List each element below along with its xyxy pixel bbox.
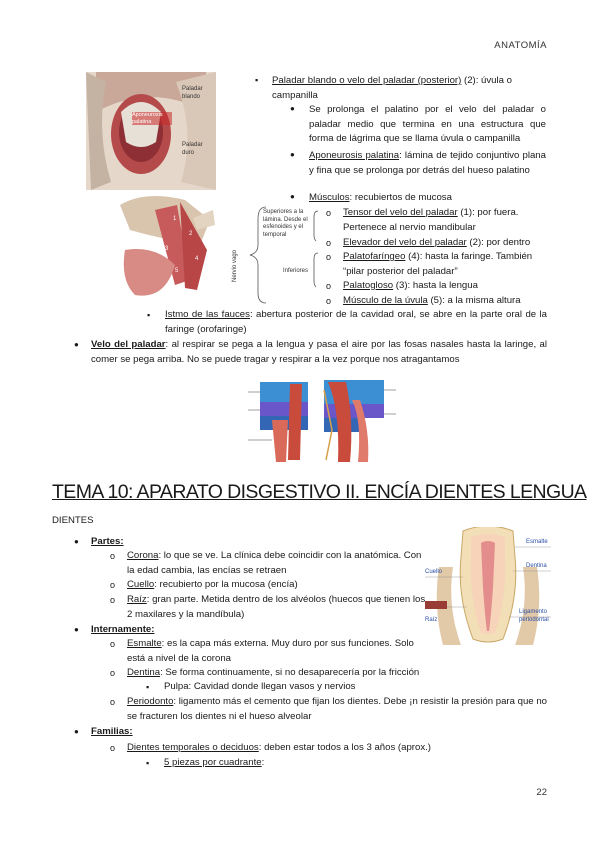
piezas-item bbox=[164, 756, 264, 771]
aponeurosis-text: : lámina de tejido conjuntivo plana y fina que se prolonga por detrás del hueso palatino bbox=[309, 150, 546, 176]
tooth-label-cuello: Cuello bbox=[425, 569, 443, 575]
periodonto-item bbox=[127, 695, 547, 724]
raiz-label: Raíz bbox=[127, 594, 147, 605]
bullet-circle-icon: o bbox=[110, 697, 116, 707]
palate-figure bbox=[86, 72, 216, 190]
piezas-label: 5 piezas por cuadrante bbox=[164, 757, 262, 768]
svg-text:2: 2 bbox=[189, 231, 193, 237]
muscle-item-2 bbox=[343, 236, 547, 251]
dentina-label: Dentina bbox=[127, 667, 161, 678]
muscle-5-label: Músculo de la úvula bbox=[343, 295, 428, 306]
bullet-dot-icon: ● bbox=[74, 625, 79, 634]
svg-text:5: 5 bbox=[175, 268, 179, 274]
tooth-figure bbox=[423, 527, 553, 649]
temporales-label: Dientes temporales o deciduos bbox=[127, 742, 259, 753]
bullet-circle-icon: o bbox=[326, 252, 332, 262]
isthmus-text: : abertura posterior de la cavidad oral, se abre en la parte oral de la faringe (orofaringe) bbox=[165, 309, 548, 335]
bullet-dot-icon: ● bbox=[74, 537, 79, 546]
velo-text: : al respirar se pega a la lengua y pasa el aire por las fosas nasales hasta la laringe, al comer se pega arriba. No se puede tragar y respirar a la vez porque nos atragantamos bbox=[91, 339, 547, 365]
esmalte-text: : es la capa más externa. Muy duro por sus funciones. Solo está a nivel de la corona bbox=[127, 638, 414, 664]
bullet-square-icon: ▪ bbox=[255, 75, 259, 85]
raiz-text: : gran parte. Metida dentro de los alvéolos (huecos que tienen los 2 maxilares y la mandíbula) bbox=[127, 594, 426, 620]
soft-palate-paragraph bbox=[272, 74, 548, 103]
pulpa-item: Pulpa: Cavidad donde llegan vasos y nervios bbox=[164, 681, 356, 692]
velo-label: Velo del paladar bbox=[91, 339, 166, 350]
muscle-1-label: Tensor del velo del paladar bbox=[343, 207, 458, 218]
muscle-item-5 bbox=[343, 294, 547, 309]
dentina-text: : Se forma continuamente, si no desaparecería por la fricción bbox=[160, 667, 420, 678]
soft-palate-rest-2: campanilla bbox=[272, 89, 318, 101]
aponeurosis-label: Aponeurosis palatina bbox=[309, 150, 400, 161]
brace-lines bbox=[244, 205, 324, 305]
raiz-item bbox=[127, 593, 427, 622]
piezas-text: : bbox=[261, 757, 265, 768]
dientes-heading: DIENTES bbox=[52, 515, 94, 526]
tema-title: TEMA 10: APARATO DISGESTIVO II. ENCÍA DIENTES LENGUA bbox=[52, 481, 587, 503]
tooth-label-raiz: Raíz bbox=[425, 617, 438, 623]
bullet-dot-icon: ● bbox=[74, 727, 79, 736]
familias-label: Familias: bbox=[91, 726, 133, 737]
pharynx-sections-figure bbox=[228, 370, 398, 468]
internamente-label: Internamente: bbox=[91, 624, 155, 635]
palate-figure-side-label-2: Paladar duro bbox=[182, 142, 203, 156]
tooth-label-esmalte: Esmalte bbox=[526, 539, 548, 545]
muscle-item-1 bbox=[343, 206, 547, 235]
bullet-dot-icon: ● bbox=[290, 150, 295, 159]
tooth-label-ligamento: Ligamento periodontal bbox=[519, 609, 549, 623]
bullet-square-icon: ▪ bbox=[147, 310, 151, 320]
bullet-circle-icon: o bbox=[110, 595, 116, 605]
cuello-text: : recubierto por la mucosa (encía) bbox=[154, 579, 298, 590]
svg-text:4: 4 bbox=[195, 256, 199, 262]
soft-palate-title: Paladar blando o velo del paladar (posterior) bbox=[272, 75, 462, 86]
bullet-circle-icon: o bbox=[326, 238, 332, 248]
musculos-text: : recubiertos de mucosa bbox=[349, 192, 452, 203]
page-number: 22 bbox=[536, 787, 547, 798]
muscle-3-text: (4): hasta la faringe. También bbox=[405, 251, 533, 262]
soft-palate-rest-1: (2): úvula o bbox=[461, 75, 512, 86]
periodonto-label: Periodonto bbox=[127, 696, 174, 707]
periodonto-text: : ligamento más el cemento que fijan los dientes. Debe ¡n resistir la presión para que no se fracturen los dientes ni el hueso alveolar bbox=[127, 696, 547, 722]
palate-figure-side-label-1: Paladar blando bbox=[182, 86, 203, 100]
bullet-circle-icon: o bbox=[326, 208, 332, 218]
muscle-5-text: (5): a la misma altura bbox=[427, 295, 521, 306]
velo-paragraph bbox=[91, 338, 547, 367]
musculos-label: Músculos bbox=[309, 192, 350, 203]
muscle-2-label: Elevador del velo del paladar bbox=[343, 237, 467, 248]
muscle-item-4 bbox=[343, 279, 547, 294]
palate-muscles-figure bbox=[115, 190, 217, 302]
bullet-circle-icon: o bbox=[110, 551, 116, 561]
muscle-3-text-2: “pilar posterior del paladar” bbox=[343, 265, 458, 277]
muscle-2-text: (2): por dentro bbox=[466, 237, 531, 248]
svg-text:1: 1 bbox=[173, 216, 177, 222]
bullet-circle-icon: o bbox=[326, 281, 332, 291]
corona-item bbox=[127, 549, 427, 578]
bullet-circle-icon: o bbox=[110, 668, 116, 678]
bullet-dot-icon: ● bbox=[74, 340, 79, 349]
bullet-square-icon: ▪ bbox=[146, 758, 150, 768]
muscle-4-label: Palatogloso bbox=[343, 280, 394, 291]
partes-label: Partes: bbox=[91, 536, 124, 547]
bullet-square-icon: ▪ bbox=[146, 682, 150, 692]
aponeurosis-paragraph bbox=[309, 149, 546, 178]
temporales-item bbox=[127, 741, 547, 756]
bullet-dot-icon: ● bbox=[290, 192, 295, 201]
svg-text:3: 3 bbox=[165, 246, 169, 252]
esmalte-label: Esmalte bbox=[127, 638, 162, 649]
muscle-item-3 bbox=[343, 250, 547, 279]
muscle-1-text: (1): por fuera. bbox=[457, 207, 519, 218]
brace-nerve-label: Nervio vago bbox=[232, 249, 238, 282]
page-header-subject: ANATOMÍA bbox=[494, 40, 547, 51]
corona-label: Corona bbox=[127, 550, 159, 561]
cuello-item bbox=[127, 578, 427, 593]
isthmus-paragraph bbox=[165, 308, 547, 337]
dentina-item bbox=[127, 666, 547, 681]
muscle-4-text: (3): hasta la lengua bbox=[393, 280, 478, 291]
cuello-label: Cuello bbox=[127, 579, 155, 590]
soft-palate-sub-1: Se prolonga el palatino por el velo del paladar o paladar medio que termina en una estructura que forma de lágrima que se llama úvula o campanilla bbox=[309, 104, 546, 145]
bullet-circle-icon: o bbox=[326, 296, 332, 306]
bullet-dot-icon: ● bbox=[290, 104, 295, 113]
bullet-circle-icon: o bbox=[110, 639, 116, 649]
bullet-circle-icon: o bbox=[110, 743, 116, 753]
bullet-circle-icon: o bbox=[110, 580, 116, 590]
corona-text: : lo que se ve. La clínica debe coincidir con la anatómica. Con la edad cambia, las encías se retraen bbox=[127, 550, 422, 576]
muscle-1-text-2: Pertenece al nervio mandibular bbox=[343, 221, 476, 233]
brace-superior-label: Superiores a la lámina. Desde el esfenoides y el temporal bbox=[263, 209, 308, 238]
temporales-text: : deben estar todos a los 3 años (aprox.) bbox=[258, 742, 431, 753]
musculos-paragraph bbox=[309, 191, 546, 206]
brace-inferior-label: Inferiores bbox=[283, 268, 309, 274]
palate-figure-label: Aponeurosis palatina bbox=[132, 112, 172, 125]
muscle-3-label: Palatofaríngeo bbox=[343, 251, 406, 262]
tooth-label-dentina: Dentina bbox=[526, 563, 547, 569]
isthmus-label: Istmo de las fauces bbox=[165, 309, 250, 320]
esmalte-item bbox=[127, 637, 427, 666]
